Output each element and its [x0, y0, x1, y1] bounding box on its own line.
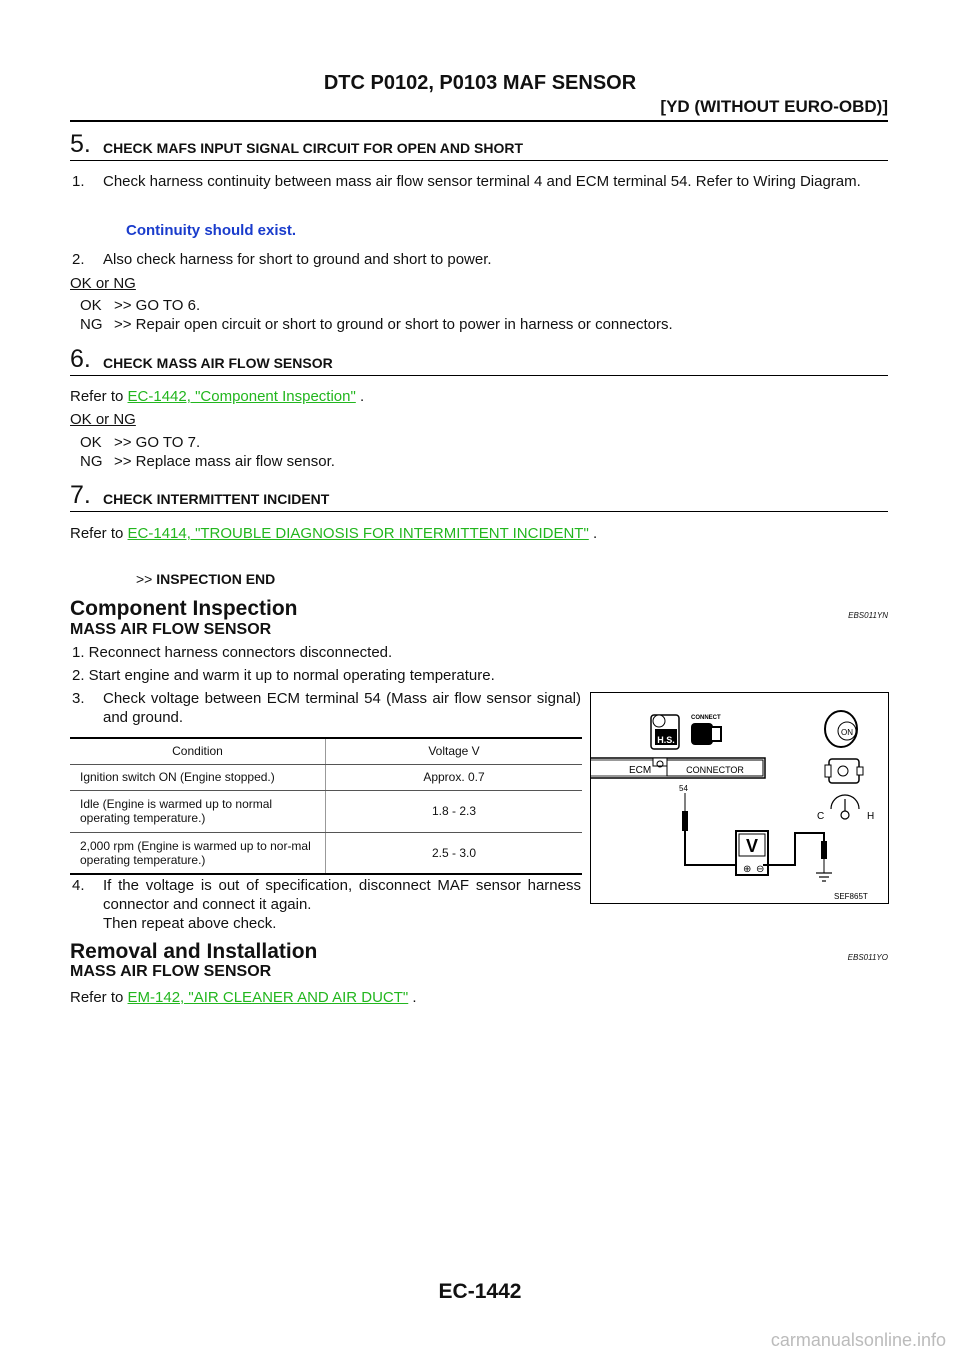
section-heading: Component Inspection: [70, 597, 298, 620]
list-number: 1.: [72, 173, 85, 190]
step-7-header: [70, 481, 888, 512]
table-row: [70, 764, 582, 790]
result-text: >> GO TO 7.: [114, 434, 201, 451]
refer-prefix: Refer to: [70, 388, 128, 405]
result-ng: [80, 315, 673, 335]
ok-ng-label: OK or NG: [70, 275, 136, 292]
refer-suffix: .: [408, 989, 417, 1006]
ignition-on-icon: [825, 711, 857, 747]
step-number: 7.: [70, 481, 91, 509]
table-row: [70, 832, 582, 874]
wiring-figure: [590, 692, 889, 904]
list-item: 2. Start engine and warm it up to normal operating temperature.: [72, 667, 495, 684]
table-cell: Ignition switch ON (Engine stopped.): [70, 764, 326, 790]
refer-suffix: .: [588, 525, 598, 542]
meter-label: V: [745, 836, 759, 856]
temperature-gauge-icon: [817, 795, 874, 822]
result-key: OK: [80, 297, 102, 314]
table-cell: 2.5 - 3.0: [326, 832, 583, 874]
table-row: [70, 790, 582, 832]
list-item: Check harness continuity between mass air flow sensor terminal 4 and ECM terminal 54. Refer to Wiring Diagram.: [103, 173, 861, 190]
result-key: OK: [80, 434, 102, 451]
hot-label: H: [867, 811, 875, 822]
refer-prefix: Refer to: [70, 525, 128, 542]
refer-line: [70, 988, 417, 1007]
step-number: 5.: [70, 130, 91, 158]
figure-code: SEF865T: [834, 892, 868, 901]
step-5-header: [70, 130, 888, 161]
list-number: 3.: [72, 690, 85, 707]
result-text: >> GO TO 6.: [114, 297, 201, 314]
engine-icon: [825, 759, 863, 783]
hs-label: H.S.: [657, 735, 675, 745]
ref-link[interactable]: EC-1442, "Component Inspection": [127, 388, 356, 405]
result-key: NG: [80, 453, 103, 470]
ref-link[interactable]: EM-142, "AIR CLEANER AND AIR DUCT": [127, 989, 409, 1006]
result-text: >> Replace mass air flow sensor.: [114, 453, 335, 470]
wiring-diagram: [591, 693, 888, 903]
list-item: If the voltage is out of specification, disconnect MAF sensor harness connector and connect it again.: [103, 877, 581, 913]
probe-icon: [682, 811, 688, 831]
ref-link[interactable]: EC-1414, "TROUBLE DIAGNOSIS FOR INTERMITTENT INCIDENT": [127, 525, 589, 542]
table-header: Condition: [70, 738, 326, 764]
end-text: INSPECTION END: [156, 571, 276, 587]
refer-line: [70, 524, 597, 543]
section-subheading: MASS AIR FLOW SENSOR: [70, 963, 272, 980]
list-item: Then repeat above check.: [103, 915, 277, 932]
result-ng: [80, 452, 335, 472]
section-code: EBS011YN: [848, 611, 888, 620]
list-number: 4.: [72, 877, 85, 894]
list-item: Also check harness for short to ground and short to power.: [103, 251, 492, 268]
table-header-row: [70, 738, 582, 764]
result-key: NG: [80, 316, 103, 333]
terminal-label: 54: [679, 784, 688, 793]
plus-label: ⊕: [743, 864, 752, 875]
connect-label: CONNECT: [691, 715, 721, 721]
page-subtitle: [YD (WITHOUT EURO-OBD)]: [660, 97, 888, 116]
header-rule: [70, 120, 888, 122]
table-cell: Approx. 0.7: [326, 764, 583, 790]
result-ok: [80, 433, 200, 453]
watermark: carmanualsonline.info: [770, 1330, 946, 1350]
table-cell: 2,000 rpm (Engine is warmed up to nor-mal operating temperature.): [70, 832, 326, 874]
section-heading: Removal and Installation: [70, 940, 318, 963]
table-cell: Idle (Engine is warmed up to normal operating temperature.): [70, 790, 326, 832]
ignition-key-icon: [651, 715, 679, 749]
list-item: 1. Reconnect harness connectors disconnected.: [72, 644, 393, 661]
refer-prefix: Refer to: [70, 989, 128, 1006]
table-cell: 1.8 - 2.3: [326, 790, 583, 832]
step-number: 6.: [70, 345, 91, 373]
minus-label: ⊖: [756, 864, 765, 875]
step-title: CHECK INTERMITTENT INCIDENT: [103, 491, 330, 507]
connector-icon: [691, 715, 721, 745]
step-title: CHECK MAFS INPUT SIGNAL CIRCUIT FOR OPEN AND SHORT: [103, 140, 524, 156]
step-6-header: [70, 345, 888, 376]
result-text: >> Repair open circuit or short to ground or short to power in harness or connectors.: [114, 316, 673, 333]
refer-line: [70, 387, 364, 406]
voltage-table: [70, 737, 582, 875]
section-code: EBS011YO: [847, 953, 888, 962]
cold-label: C: [817, 811, 825, 822]
page-number: EC-1442: [438, 1280, 522, 1303]
ok-ng-label: OK or NG: [70, 411, 136, 428]
connector-label: CONNECTOR: [686, 765, 744, 775]
spec-text: Continuity should exist.: [126, 222, 297, 239]
on-label: ON: [841, 728, 853, 737]
refer-suffix: .: [355, 388, 365, 405]
inspection-end: [136, 571, 275, 587]
section-subheading: MASS AIR FLOW SENSOR: [70, 621, 272, 638]
ecm-label: ECM: [629, 765, 652, 776]
end-prefix: >>: [136, 571, 153, 587]
result-ok: [80, 296, 200, 316]
page-title: DTC P0102, P0103 MAF SENSOR: [323, 72, 637, 94]
table-header: Voltage V: [326, 738, 583, 764]
list-item: Check voltage between ECM terminal 54 (Mass air flow sensor signal) and ground.: [103, 690, 581, 726]
list-number: 2.: [72, 251, 85, 268]
step-title: CHECK MASS AIR FLOW SENSOR: [103, 355, 333, 371]
